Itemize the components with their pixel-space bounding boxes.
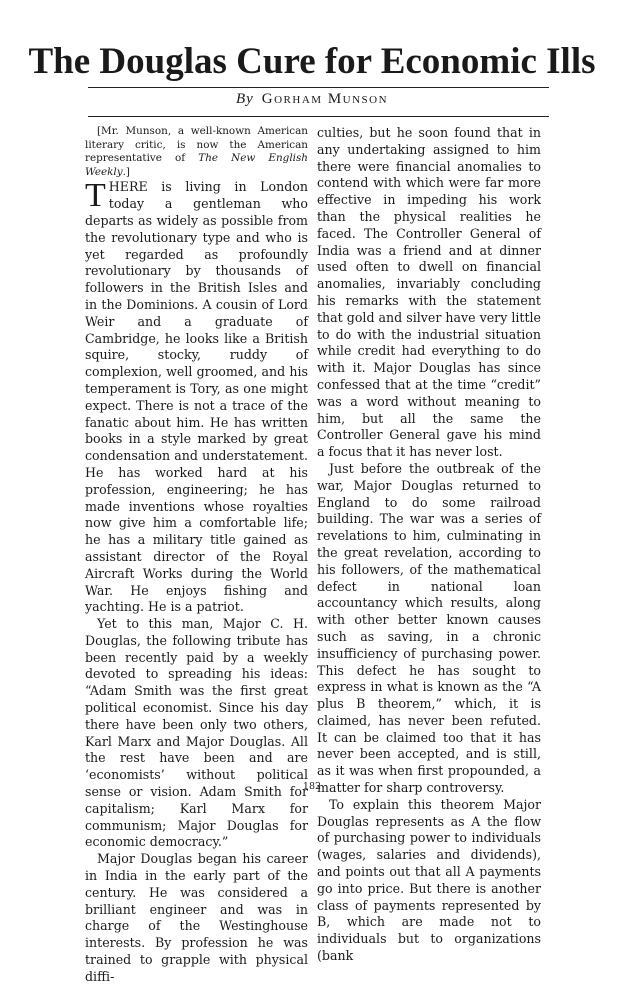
- left-column: [85, 125, 308, 986]
- editor-note-close: .]: [122, 165, 130, 178]
- paragraph-right-1: culties, but he soon found that in any undertaking assigned to him there were financial anomalies to contend with which were far more effective in impeding his work than the physical realities he faced. The Controller General of India was a friend and at dinner used often to dwell on financial anomalies, invariably concluding his remarks with the statement that gold and silver have very little to do with the industrial situation while credit had everything to do with it. Major Douglas has since confessed that at the time “credit” was a word without meaning to him, but all the same the Controller General gave his mind a focus that it has never lost.: [317, 125, 541, 460]
- title-rule: [88, 87, 549, 88]
- drop-cap: T: [85, 177, 106, 215]
- right-column: [317, 125, 541, 965]
- paragraph-text: is living in London today a gentleman who departs as widely as possible from the revolutionary type and who is yet regarded as profoundly revolutionary by thousands of followers in the British Isles and in the Dominions. A cousin of Lord Weir and a graduate of Cambridge, he looks like a British squire, stocky, ruddy of complexion, well groomed, and his temperament is Tory, as one might expect. There is not a trace of the fanatic about him. He has written books in a style marked by great condensation and understatement. He has worked hard at his profession, engineering; he has made inventions whose royalties now give him a comfortable life; he has a military title gained as assistant director of the Royal Aircraft Works during the World War. He enjoys fishing and yachting. He is a patriot.: [85, 179, 308, 615]
- paragraph-left-3: Major Douglas began his career in India in the early part of the century. He was considered a brilliant engineer and was in charge of the Westinghouse interests. By profession he was trained to grapple with physical diffi-: [85, 851, 308, 984]
- publication-name: The New English Weekly: [85, 152, 308, 178]
- page-number: 182: [302, 781, 322, 792]
- editor-note: [85, 125, 308, 179]
- byline: [0, 91, 624, 108]
- paragraph-right-3: To explain this theorem Major Douglas represents as A the flow of purchasing power to individuals (wages, salaries and dividends), and points out that all A payments go into price. But there is another class of payments represented by B, which are made not to individuals but to organizations (bank: [317, 796, 541, 964]
- paragraph-left-1: [85, 179, 308, 616]
- byline-rule: [88, 116, 549, 117]
- first-word: HERE: [108, 179, 148, 195]
- author-name: Gorham Munson: [261, 91, 389, 107]
- editor-note-text: [Mr. Munson, a well-known American literary critic, is now the American representative of: [85, 125, 308, 165]
- paragraph-left-2: Yet to this man, Major C. H. Douglas, the following tribute has been recently paid by a weekly devoted to spreading his ideas: “Adam Smith was the first great political economist. Since his day there have been only two others, Karl Marx and Major Douglas. All the rest have been and are ‘economists’ without political sense or vision. Adam Smith for capitalism; Karl Marx for communism; Major Douglas for economic democracy.”: [85, 616, 308, 850]
- byline-prefix: By: [235, 91, 254, 107]
- article-title: The Douglas Cure for Economic Ills: [28, 41, 596, 82]
- paragraph-right-2: Just before the outbreak of the war, Major Douglas returned to England to do some railroad building. The war was a series of revelations to him, culminating in the great revelation, according to his followers, of the mathematical defect in national loan accountancy which results, along with other better known causes such as saving, in a chronic insufficiency of purchasing power. This defect he has sought to express in what is known as the “A plus B theorem,” which, it is claimed, has never been refuted. It can be claimed too that it has never been accepted, and is still, as it was when first propounded, a matter for sharp controversy.: [317, 460, 541, 796]
